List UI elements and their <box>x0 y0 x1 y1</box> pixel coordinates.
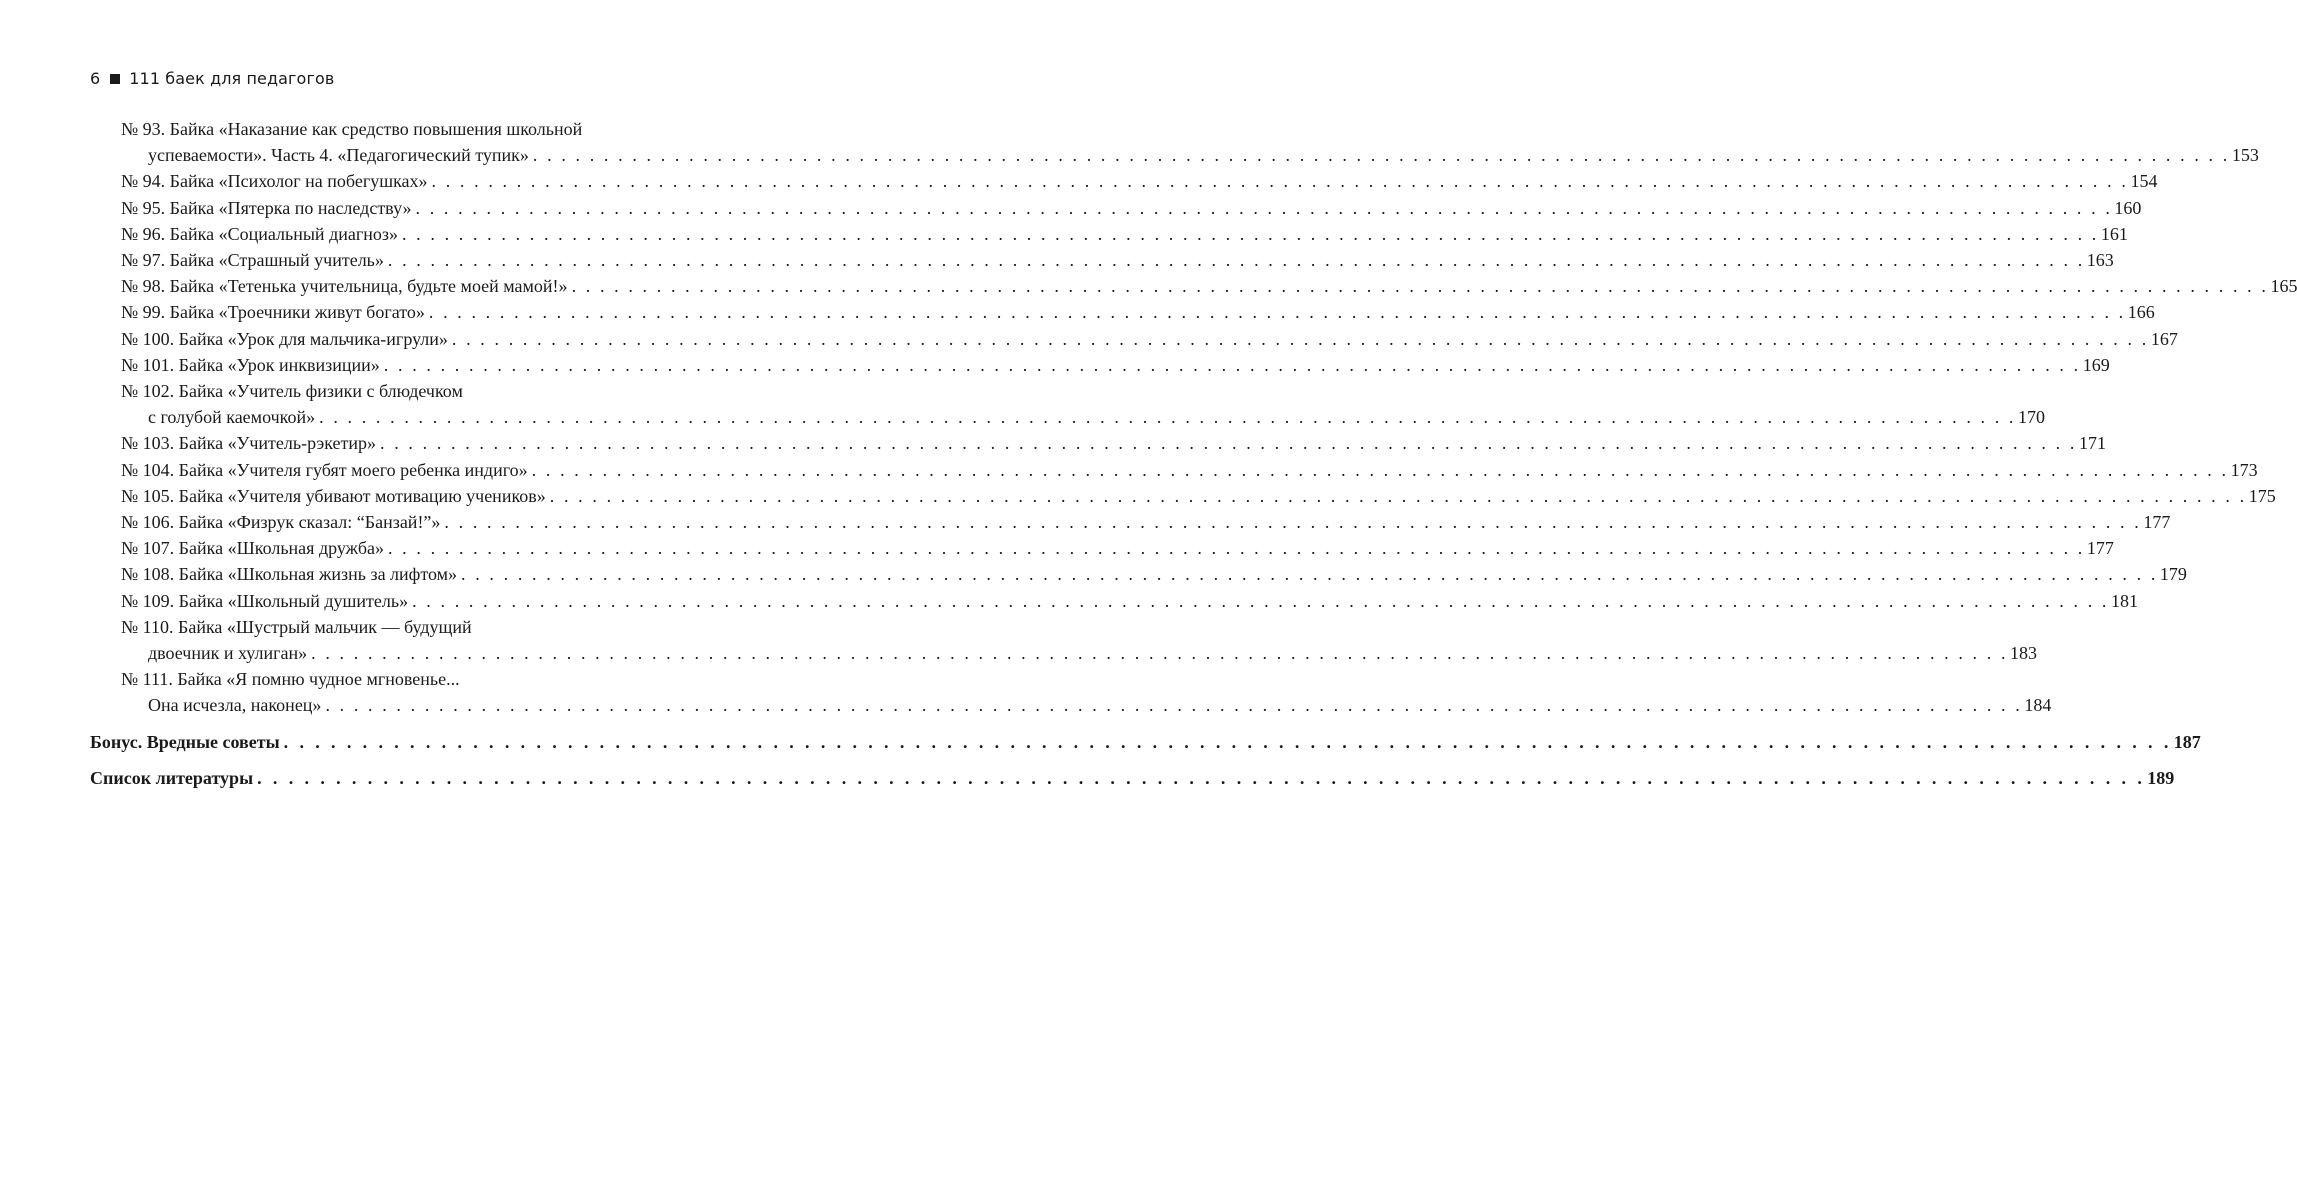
toc-entry-title <box>121 352 2110 378</box>
toc-entry-text: № 105. Байка «Учителя убивают мотивацию учеников» <box>121 485 546 506</box>
toc-page-number: 166 <box>2127 302 2155 323</box>
toc-page-number: 181 <box>2111 590 2139 611</box>
toc-entry-title <box>121 195 2142 221</box>
toc-entry-title <box>121 588 2139 614</box>
toc-entry-title <box>121 666 460 692</box>
leader-dots: . . . . . . . . . . . . . . . . . . . . . . . . . . . . . . . . . . . . . . . . . . . . . . . . . . . . . . . . . . . . . . . . . . . . . . . . . . . . . . . . . . . . . . . . . . . . . . . . . . . . . . . . . . . . . . . . . . . . . . . . <box>401 223 2099 244</box>
toc-page-number: 184 <box>2024 695 2052 716</box>
toc-entry-text-cont: Она исчезла, наконец» <box>148 695 322 716</box>
running-head <box>90 68 334 90</box>
leader-dots: . . . . . . . . . . . . . . . . . . . . . . . . . . . . . . . . . . . . . . . . . . . . . . . . . . . . . . . . . . . . . . . . . . . . . . . . . . . . . . . . . . . . . . . . . . . . . . . . . . . . . . . . . . . . . . . . . . . . . . . . <box>387 250 2085 270</box>
toc-entry-text: № 99. Байка «Троечники живут богато» <box>121 302 425 323</box>
square-bullet-icon <box>110 74 120 84</box>
toc-entry-title <box>121 614 472 640</box>
toc-entry-text: № 107. Байка «Школьная дружба» <box>121 538 384 559</box>
toc-page-number: 173 <box>2230 459 2258 480</box>
toc-entry-text: № 100. Байка «Урок для мальчика-игрули» <box>121 328 448 349</box>
page-number: 6 <box>90 69 101 88</box>
leader-dots: . . . . . . . . . . . . . . . . . . . . . . . . . . . . . . . . . . . . . . . . . . . . . . . . . . . . . . . . . . . . . . . . . . . . . . . . . . . . . . . . . . . . . . . . . . . . . . . . . . . . . . . . . . . . . . . . . . . . . . . . <box>531 459 2229 480</box>
leader-dots: . . . . . . . . . . . . . . . . . . . . . . . . . . . . . . . . . . . . . . . . . . . . . . . . . . . . . . . . . . . . . . . . . . . . . . . . . . . . . . . . . . . . . . . . . . . . . . . . . . . . . . . . . . . . . . . . . . . . . . . . <box>415 197 2113 218</box>
toc-page-number: 189 <box>2147 767 2175 788</box>
toc-entry-continuation <box>148 692 2052 718</box>
leader-dots: . . . . . . . . . . . . . . . . . . . . . . . . . . . . . . . . . . . . . . . . . . . . . . . . . . . . . . . . . . . . . . . . . . . . . . . . . . . . . . . . . . . . . . . . . . . . . . . . . . . . . . . . . . . . . . . . . . . . . . . . <box>383 354 2081 375</box>
toc-entry-title <box>121 116 582 142</box>
toc-section-text: Список литературы <box>90 767 254 788</box>
toc-page-number: 153 <box>2231 145 2259 166</box>
toc-page-number: 169 <box>2082 354 2110 375</box>
leader-dots: . . . . . . . . . . . . . . . . . . . . . . . . . . . . . . . . . . . . . . . . . . . . . . . . . . . . . . . . . . . . . . . . . . . . . . . . . . . . . . . . . . . . . . . . . . . . . . . . . . . . . . . . . . . . . . . . . . . . . . . . <box>428 302 2126 323</box>
leader-dots: . . . . . . . . . . . . . . . . . . . . . . . . . . . . . . . . . . . . . . . . . . . . . . . . . . . . . . . . . . . . . . . . . . . . . . . . . . . . . . . . . . . . . . . . . . . . . . . . . . . . . . . . . . . . . . . . . . . . . . . . <box>257 767 2146 788</box>
leader-dots: . . . . . . . . . . . . . . . . . . . . . . . . . . . . . . . . . . . . . . . . . . . . . . . . . . . . . . . . . . . . . . . . . . . . . . . . . . . . . . . . . . . . . . . . . . . . . . . . . . . . . . . . . . . . . . . . . . . . . . . . <box>311 642 2009 663</box>
toc-entry-text: № 96. Байка «Социальный диагноз» <box>121 223 398 244</box>
toc-page-number: 175 <box>2248 485 2276 506</box>
toc-entry-title <box>121 221 2128 247</box>
toc-entry-text: № 94. Байка «Психолог на побегушках» <box>121 171 428 192</box>
toc-page-number: 154 <box>2130 171 2158 192</box>
toc-page-number: 177 <box>2143 512 2171 532</box>
toc-page-number: 163 <box>2086 250 2114 270</box>
toc-page-number: 167 <box>2150 328 2178 349</box>
toc-entry-title <box>121 535 2114 561</box>
leader-dots: . . . . . . . . . . . . . . . . . . . . . . . . . . . . . . . . . . . . . . . . . . . . . . . . . . . . . . . . . . . . . . . . . . . . . . . . . . . . . . . . . . . . . . . . . . . . . . . . . . . . . . . . . . . . . . . . . . . . . . . . <box>319 407 2017 428</box>
leader-dots: . . . . . . . . . . . . . . . . . . . . . . . . . . . . . . . . . . . . . . . . . . . . . . . . . . . . . . . . . . . . . . . . . . . . . . . . . . . . . . . . . . . . . . . . . . . . . . . . . . . . . . . . . . . . . . . . . . . . . . . . <box>532 145 2230 166</box>
leader-dots: . . . . . . . . . . . . . . . . . . . . . . . . . . . . . . . . . . . . . . . . . . . . . . . . . . . . . . . . . . . . . . . . . . . . . . . . . . . . . . . . . . . . . . . . . . . . . . . . . . . . . . . . . . . . . . . . . . . . . . . . <box>412 590 2110 611</box>
leader-dots: . . . . . . . . . . . . . . . . . . . . . . . . . . . . . . . . . . . . . . . . . . . . . . . . . . . . . . . . . . . . . . . . . . . . . . . . . . . . . . . . . . . . . . . . . . . . . . . . . . . . . . . . . . . . . . . . . . . . . . . . <box>380 433 2077 454</box>
toc-entry-text: № 108. Байка «Школьная жизнь за лифтом» <box>121 564 458 585</box>
toc-page-number: 165 <box>2270 276 2297 297</box>
toc-entry-title <box>121 273 2297 299</box>
toc-entry-continuation <box>148 142 2259 168</box>
leader-dots: . . . . . . . . . . . . . . . . . . . . . . . . . . . . . . . . . . . . . . . . . . . . . . . . . . . . . . . . . . . . . . . . . . . . . . . . . . . . . . . . . . . . . . . . . . . . . . . . . . . . . . . . . . . . . . . . . . . . . . . . <box>549 485 2247 506</box>
toc-entry-text: № 97. Байка «Страшный учитель» <box>121 250 384 270</box>
toc-page-number: 161 <box>2100 223 2128 244</box>
leader-dots: . . . . . . . . . . . . . . . . . . . . . . . . . . . . . . . . . . . . . . . . . . . . . . . . . . . . . . . . . . . . . . . . . . . . . . . . . . . . . . . . . . . . . . . . . . . . . . . . . . . . . . . . . . . . . . . . . . . . . . . . <box>431 171 2129 192</box>
leader-dots: . . . . . . . . . . . . . . . . . . . . . . . . . . . . . . . . . . . . . . . . . . . . . . . . . . . . . . . . . . . . . . . . . . . . . . . . . . . . . . . . . . . . . . . . . . . . . . . . . . . . . . . . . . . . . . . . . . . . . . . . <box>461 564 2158 585</box>
toc-entry-text: № 95. Байка «Пятерка по наследству» <box>121 197 412 218</box>
leader-dots: . . . . . . . . . . . . . . . . . . . . . . . . . . . . . . . . . . . . . . . . . . . . . . . . . . . . . . . . . . . . . . . . . . . . . . . . . . . . . . . . . . . . . . . . . . . . . . . . . . . . . . . . . . . . . . . . . . . . . . . . <box>325 695 2023 716</box>
toc-entry-title <box>121 378 463 404</box>
toc-entry-continuation <box>148 404 2046 430</box>
toc-section-title <box>90 729 2201 755</box>
toc-entry-text: № 98. Байка «Тетенька учительница, будьте моей мамой!» <box>121 276 568 297</box>
toc-entry-title <box>121 326 2178 352</box>
leader-dots: . . . . . . . . . . . . . . . . . . . . . . . . . . . . . . . . . . . . . . . . . . . . . . . . . . . . . . . . . . . . . . . . . . . . . . . . . . . . . . . . . . . . . . . . . . . . . . . . . . . . . . . . . . . . . . . . . . . . . . . . <box>571 276 2269 297</box>
toc-entry-text: № 101. Байка «Урок инквизиции» <box>121 354 380 375</box>
toc-page-number: 171 <box>2078 433 2106 454</box>
toc-page-number: 179 <box>2159 564 2187 585</box>
book-title: 111 баек для педагогов <box>129 69 335 88</box>
toc-entry-title <box>121 457 2258 483</box>
toc-entry-text: № 111. Байка «Я помню чудное мгновенье... <box>121 669 460 690</box>
toc-page-number: 170 <box>2018 407 2046 428</box>
leader-dots: . . . . . . . . . . . . . . . . . . . . . . . . . . . . . . . . . . . . . . . . . . . . . . . . . . . . . . . . . . . . . . . . . . . . . . . . . . . . . . . . . . . . . . . . . . . . . . . . . . . . . . . . . . . . . . . . . . . . . . . . <box>387 538 2085 559</box>
toc-page-number: 183 <box>2010 642 2038 663</box>
toc-entry-text: № 106. Байка «Физрук сказал: “Банзай!”» <box>121 512 441 532</box>
toc-entry-title <box>121 168 2158 194</box>
toc-entry-text: № 102. Байка «Учитель физики с блюдечком <box>121 381 463 401</box>
toc-entry-title <box>121 430 2106 456</box>
toc-entry-text: № 104. Байка «Учителя губят моего ребенка индиго» <box>121 459 528 480</box>
toc-entry-text: № 109. Байка «Школьный душитель» <box>121 590 409 611</box>
toc-entry-text: № 103. Байка «Учитель-рэкетир» <box>121 433 377 454</box>
toc-page-number: 177 <box>2086 538 2114 559</box>
toc-page-number: 160 <box>2114 197 2142 218</box>
leader-dots: . . . . . . . . . . . . . . . . . . . . . . . . . . . . . . . . . . . . . . . . . . . . . . . . . . . . . . . . . . . . . . . . . . . . . . . . . . . . . . . . . . . . . . . . . . . . . . . . . . . . . . . . . . . . . . . . . . . . . . . . <box>451 328 2149 349</box>
leader-dots: . . . . . . . . . . . . . . . . . . . . . . . . . . . . . . . . . . . . . . . . . . . . . . . . . . . . . . . . . . . . . . . . . . . . . . . . . . . . . . . . . . . . . . . . . . . . . . . . . . . . . . . . . . . . . . . . . . . . . . . . <box>283 731 2172 752</box>
toc-entry-title <box>121 247 2114 273</box>
toc-section-title <box>90 765 2175 791</box>
toc-entry-text: № 93. Байка «Наказание как средство повышения школьной <box>121 119 583 139</box>
toc-entry-text: № 110. Байка «Шустрый мальчик — будущий <box>121 616 472 637</box>
toc-entry-continuation <box>148 640 2038 666</box>
toc-entry-title <box>121 509 2171 535</box>
toc-entry-text-cont: с голубой каемочкой» <box>148 407 316 428</box>
leader-dots: . . . . . . . . . . . . . . . . . . . . . . . . . . . . . . . . . . . . . . . . . . . . . . . . . . . . . . . . . . . . . . . . . . . . . . . . . . . . . . . . . . . . . . . . . . . . . . . . . . . . . . . . . . . . . . . . . . . . . . . . <box>444 512 2142 532</box>
toc-entry-text-cont: успеваемости». Часть 4. «Педагогический тупик» <box>148 145 529 166</box>
toc-entry-title <box>121 483 2276 509</box>
toc-page-number: 187 <box>2173 731 2201 752</box>
toc-entry-title <box>121 561 2187 587</box>
toc-entry-title <box>121 299 2155 325</box>
toc-entry-text-cont: двоечник и хулиган» <box>148 642 308 663</box>
toc-section-text: Бонус. Вредные советы <box>90 731 280 752</box>
